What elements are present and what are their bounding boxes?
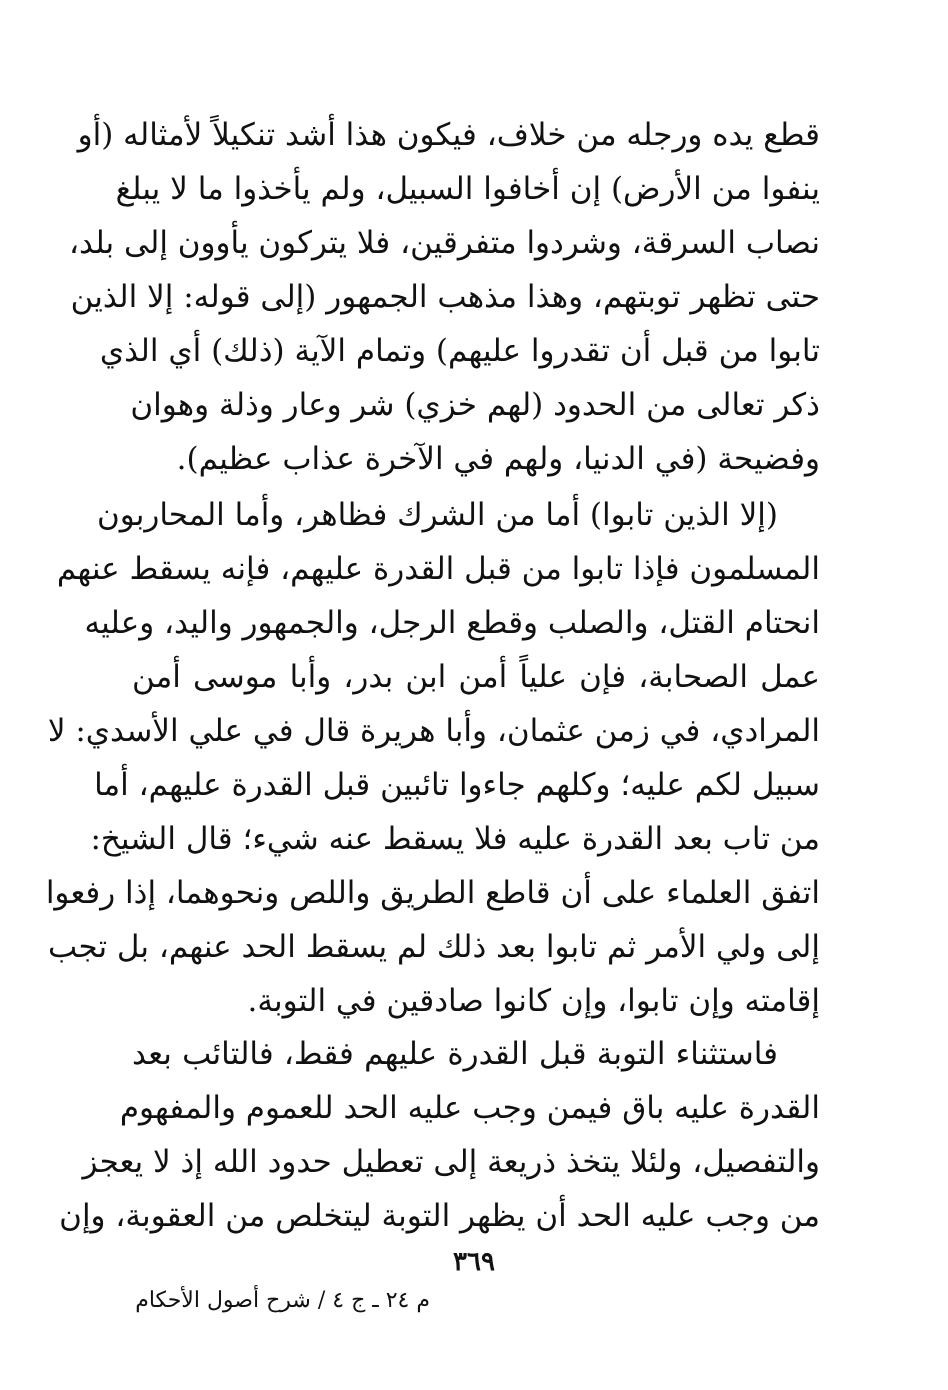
text-line: إلى ولي الأمر ثم تابوا بعد ذلك لم يسقط الحد عنهم، بل تجب xyxy=(48,929,820,965)
text-line: سبيل لكم عليه؛ وكلهم جاءوا تائبين قبل القدرة عليهم، أما xyxy=(94,767,820,803)
text-line: نصاب السرقة، وشردوا متفرقين، فلا يتركون يأوون إلى بلد، xyxy=(69,225,820,261)
text-line: فاستثناء التوبة قبل القدرة عليهم فقط، فالتائب بعد xyxy=(132,1036,778,1072)
text-line: (إلا الذين تابوا) أما من الشرك فظاهر، وأما المحاربون xyxy=(96,497,778,533)
footer-signature: م ٢٤ ـ ج ٤ / شرح أصول الأحكام xyxy=(135,1288,430,1313)
text-line: من وجب عليه الحد أن يظهر التوبة ليتخلص من العقوبة، وإن xyxy=(59,1198,820,1234)
text-line: حتى تظهر توبتهم، وهذا مذهب الجمهور (إلى قوله: إلا الذين xyxy=(70,279,820,315)
text-line: والتفصيل، ولئلا يتخذ ذريعة إلى تعطيل حدود الله إذ لا يعجز xyxy=(82,1144,820,1180)
text-line: من تاب بعد القدرة عليه فلا يسقط عنه شيء؛ قال الشيخ: xyxy=(90,821,820,857)
text-line: انحتام القتل، والصلب وقطع الرجل، والجمهور واليد، وعليه xyxy=(84,605,820,641)
text-line: ذكر تعالى من الحدود (لهم خزي) شر وعار وذلة وهوان xyxy=(130,387,820,423)
text-line: إقامته وإن تابوا، وإن كانوا صادقين في التوبة. xyxy=(247,983,820,1019)
page-number: ٣٦٩ xyxy=(453,1247,495,1277)
text-line: المسلمون فإذا تابوا من قبل القدرة عليهم، فإنه يسقط عنهم xyxy=(56,551,820,587)
text-line: اتفق العلماء على أن قاطع الطريق واللص ونحوهما، إذا رفعوا xyxy=(45,875,820,911)
paragraph-2 xyxy=(45,488,820,1028)
text-line: قطع يده ورجله من خلاف، فيكون هذا أشد تنكيلاً لأمثاله (أو xyxy=(77,117,820,153)
paragraph-3 xyxy=(59,1027,820,1243)
text-line: تابوا من قبل أن تقدروا عليهم) وتمام الآية (ذلك) أي الذي xyxy=(99,333,820,369)
text-line: وفضيحة (في الدنيا، ولهم في الآخرة عذاب عظيم). xyxy=(176,441,820,477)
text-line: المرادي، في زمن عثمان، وأبا هريرة قال في علي الأسدي: لا xyxy=(47,713,820,749)
text-line: عمل الصحابة، فإن علياً أمن ابن بدر، وأبا موسى أمن xyxy=(132,659,820,695)
text-line: ينفوا من الأرض) إن أخافوا السبيل، ولم يأخذوا ما لا يبلغ xyxy=(115,171,820,207)
text-line: القدرة عليه باق فيمن وجب عليه الحد للعموم والمفهوم xyxy=(119,1090,820,1126)
paragraph-1 xyxy=(69,108,820,486)
